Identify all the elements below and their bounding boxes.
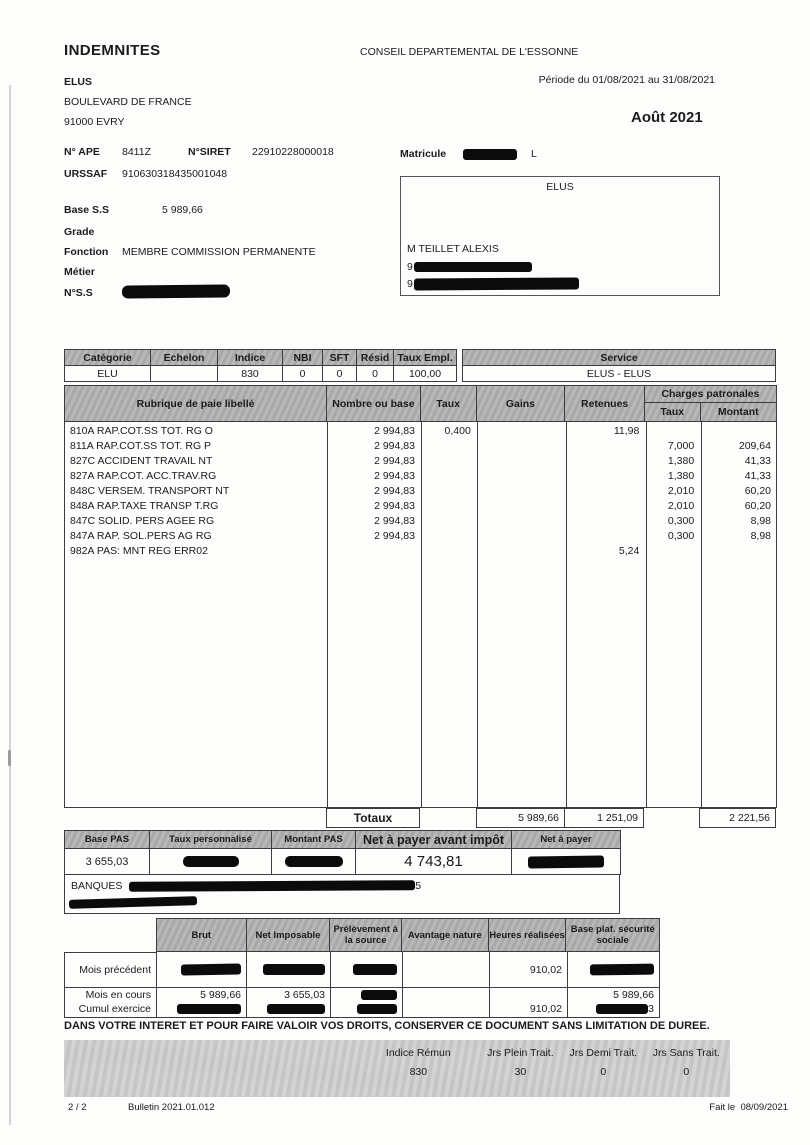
pay-cell-label: 811A RAP.COT.SS TOT. RG P (70, 440, 212, 452)
pay-cell-charges-taux (644, 424, 699, 439)
grade-label: Grade (64, 226, 95, 238)
cumul-base-plaf-redaction-bar (596, 1004, 648, 1014)
indice-value: 830 (218, 366, 283, 382)
base-pas-header: Base PAS (65, 831, 150, 849)
pay-cell-taux (420, 484, 476, 499)
pay-col-retenues-header: Retenues (564, 386, 644, 421)
total-charges-montant: 2 221,56 (699, 808, 776, 828)
siret-value: 22910228000018 (252, 146, 334, 158)
address-box-title: ELUS (546, 181, 574, 193)
pay-cell-gains (476, 469, 565, 484)
scan-edge-line (9, 85, 11, 1125)
pay-period: Période du 01/08/2021 au 31/08/2021 (538, 74, 715, 86)
matricule-redaction-bar (463, 149, 517, 160)
pay-cell-taux (420, 454, 476, 469)
pay-cell-base: 2 994,83 (374, 455, 415, 467)
document-title: INDEMNITES (64, 42, 161, 59)
address2-redaction-bar (414, 278, 579, 291)
pay-cell-label: 847A RAP. SOL.PERS AG RG (70, 530, 212, 542)
mois-en-cours-net: 3 655,03 (284, 989, 325, 1001)
net-redaction-bar (263, 964, 325, 975)
pay-cell-gains (476, 424, 565, 439)
base-pas-value: 3 655,03 (65, 849, 150, 875)
summary-table (64, 918, 660, 1018)
col-heures (489, 988, 567, 1018)
jrs-plein-label: Jrs Plein Trait. (487, 1047, 554, 1059)
employee-address-line2 (407, 278, 579, 290)
resid-value: 0 (357, 366, 394, 382)
category-header-row (65, 350, 457, 366)
mois-en-cours-base-plaf: 5 989,66 (613, 989, 654, 1001)
charges-patronales-header: Charges patronales (645, 386, 776, 403)
cumul-base-plaf-suffix: 3 (648, 1003, 654, 1015)
banques-line1 (71, 880, 421, 892)
banques-label: BANQUES (71, 880, 123, 892)
pay-cell-label: 848A RAP.TAXE TRANSP T.RG (70, 500, 219, 512)
total-retenues: 1 251,09 (564, 808, 644, 828)
pay-cell-gains (476, 544, 565, 559)
pay-month: Août 2021 (631, 109, 703, 126)
summary-header-row (156, 918, 660, 952)
mois-precedent-prelevement (330, 952, 402, 988)
pay-cell-charges-taux (644, 544, 699, 559)
page-number: 2 / 2 (68, 1102, 87, 1113)
metier-label: Métier (64, 266, 95, 278)
fonction-label: Fonction (64, 246, 109, 258)
address2-prefix: 9 (407, 278, 413, 290)
category-value: ELU (65, 366, 151, 382)
prelevement-redaction-bar (353, 964, 397, 975)
pay-col-taux-header: Taux (420, 386, 476, 421)
pay-cell-label: 810A RAP.COT.SS TOT. RG O (70, 425, 213, 437)
pay-cell-charges-taux: 0,300 (667, 530, 695, 542)
siret-label: N°SIRET (188, 146, 231, 158)
pay-cell-charges-montant: 41,33 (744, 470, 771, 482)
cumul-net-redaction-bar (267, 1004, 325, 1014)
montant-pas-redaction-bar (285, 856, 343, 867)
pas-value-row (65, 849, 621, 875)
heures-value: 910,02 (529, 963, 562, 976)
address1-redaction-bar (414, 262, 532, 272)
pay-cell-charges-montant: 41,33 (744, 455, 771, 467)
cumul-exercice-label: Cumul exercice (78, 1003, 151, 1015)
row-labels (64, 988, 156, 1018)
category-table (64, 349, 457, 382)
pay-cell-charges-montant (699, 424, 776, 439)
pay-cell-retenues (565, 529, 645, 544)
mois-precedent-heures (489, 952, 567, 988)
pay-cell-gains (476, 484, 565, 499)
taux-empl-value: 100,00 (394, 366, 457, 382)
totaux-label: Totaux (326, 808, 420, 828)
banques-redaction-bar-1 (129, 880, 415, 891)
pay-cell-charges-montant: 8,98 (750, 515, 771, 527)
pay-cell-gains (476, 439, 565, 454)
charges-patronales-group (644, 386, 776, 421)
pas-table (64, 830, 621, 875)
employer-name: ELUS (64, 76, 93, 88)
pay-cell-taux (420, 469, 476, 484)
pay-cell-retenues (565, 499, 645, 514)
pay-cell-charges-montant: 60,20 (744, 485, 771, 497)
pay-cell-retenues (565, 514, 645, 529)
pay-cell-retenues (565, 454, 645, 469)
category-header: Catégorie (65, 350, 151, 366)
pay-cell-base: 2 994,83 (374, 440, 415, 452)
montant-pas-value (272, 849, 356, 875)
mois-precedent-net (246, 952, 330, 988)
net-avant-impot-value: 4 743,81 (356, 849, 512, 875)
taux-personnalise-redaction-bar (183, 856, 239, 867)
organization-name: CONSEIL DEPARTEMENTAL DE L'ESSONNE (360, 46, 579, 58)
jrs-demi-col (564, 1047, 642, 1078)
jrs-sans-col (643, 1047, 730, 1078)
charges-montant-header: Montant (700, 403, 776, 421)
col-net-imposable (246, 988, 330, 1018)
stats-band (64, 1040, 730, 1097)
jrs-plein-col (477, 1047, 564, 1078)
echelon-value (151, 366, 218, 382)
indice-remun-label: Indice Rémun (385, 1047, 451, 1059)
nss-label: N°S.S (64, 287, 93, 299)
service-value: ELUS - ELUS (463, 366, 776, 382)
employer-address-street: BOULEVARD DE FRANCE (64, 96, 192, 108)
cumul-heures: 910,02 (529, 1003, 562, 1015)
mois-precedent-avantage (402, 952, 489, 988)
col-brut (156, 988, 246, 1018)
pay-cell-charges-montant: 8,98 (750, 530, 771, 542)
pay-cell-base: 2 994,83 (374, 425, 415, 437)
employee-address-line1 (407, 261, 532, 273)
pay-table-body (64, 422, 777, 808)
pay-table-header (64, 385, 777, 422)
pay-cell-taux (420, 499, 476, 514)
nss-redaction-bar (122, 284, 230, 298)
prelevement-header: Prélèvement à la source (330, 919, 402, 951)
mois-precedent-base-plaf (567, 952, 660, 988)
banques-line1-suffix: 5 (415, 880, 422, 892)
pay-cell-charges-montant (699, 544, 776, 559)
pay-cell-base: 2 994,83 (374, 485, 415, 497)
cumul-prelevement (336, 1002, 397, 1016)
pay-cell-label: 847C SOLID. PERS AGEE RG (70, 515, 215, 527)
pay-cell-taux (420, 544, 476, 559)
pay-cell-taux (420, 514, 476, 529)
urssaf-label: URSSAF (64, 168, 108, 180)
service-header: Service (463, 350, 776, 366)
pay-cell-retenues: 11,98 (613, 425, 640, 437)
pay-col-base-header: Nombre ou base (326, 386, 420, 421)
taux-personnalise-value (150, 849, 272, 875)
pay-cell-gains (476, 529, 565, 544)
pay-cell-label: 827A RAP.COT. ACC.TRAV.RG (70, 470, 217, 482)
employee-address-box (400, 176, 720, 296)
urssaf-value: 910630318435001048 (122, 168, 228, 180)
pay-cell-base: 2 994,83 (374, 500, 415, 512)
pay-cell-label: 827C ACCIDENT TRAVAIL NT (70, 455, 213, 467)
brut-header: Brut (157, 919, 247, 951)
pay-cell-charges-taux: 7,000 (667, 440, 695, 452)
base-ss-label: Base S.S (64, 204, 109, 216)
base-plaf-header: Base plaf. sécurité sociale (570, 924, 655, 946)
taux-personnalise-header: Taux personnalisé (150, 831, 272, 849)
pay-cell-gains (476, 499, 565, 514)
pay-cell-charges-montant: 209,64 (738, 440, 771, 452)
pas-header-row (65, 831, 621, 849)
montant-pas-header: Montant PAS (272, 831, 356, 849)
pay-cell-retenues (565, 469, 645, 484)
sft-value: 0 (323, 366, 357, 382)
echelon-header: Echelon (151, 350, 218, 366)
pay-cell-gains (476, 454, 565, 469)
nbi-value: 0 (283, 366, 323, 382)
col-base-plaf (567, 988, 660, 1018)
service-table (462, 349, 776, 382)
net-imposable-header: Net Imposable (247, 919, 331, 951)
employee-name: M TEILLET ALEXIS (407, 243, 499, 255)
net-a-payer-redaction-bar (528, 855, 604, 868)
mois-en-cours-label: Mois en cours (85, 989, 151, 1001)
pay-cell-taux (420, 529, 476, 544)
pay-table (64, 385, 777, 828)
retention-notice: DANS VOTRE INTERET ET POUR FAIRE VALOIR VOS DROITS, CONSERVER CE DOCUMENT SANS LIMITATION DE DUREE. (64, 1020, 710, 1032)
brut-redaction-bar (181, 963, 241, 975)
pay-cell-taux (420, 439, 476, 454)
pay-cell-gains (476, 514, 565, 529)
pay-cell-retenues: 5,24 (618, 545, 640, 557)
net-avant-impot-header: Net à payer avant impôt (356, 831, 512, 849)
pay-cell-label: 982A PAS: MNT REG ERR02 (70, 545, 208, 557)
ape-value: 8411Z (122, 146, 151, 158)
cumul-base-plaf (573, 1002, 654, 1016)
pay-col-label-header: Rubrique de paie libellé (136, 397, 255, 410)
pay-cell-charges-taux: 1,380 (667, 455, 695, 467)
cumul-brut-redaction-bar (177, 1004, 241, 1014)
encours-prelevement-redaction-bar (361, 990, 397, 1000)
jrs-sans-value: 0 (683, 1066, 690, 1078)
pay-cell-charges-montant: 60,20 (744, 500, 771, 512)
net-a-payer-value (512, 849, 621, 875)
address1-prefix: 9 (407, 261, 413, 273)
issue-date: Fait le 08/09/2021 (709, 1102, 788, 1113)
pay-cell-retenues (565, 484, 645, 499)
nbi-header: NBI (283, 350, 323, 366)
matricule-label: Matricule (400, 148, 447, 160)
pay-cell-charges-taux: 0,300 (667, 515, 695, 527)
mois-precedent-label: Mois précédent (79, 964, 151, 976)
mois-en-cours-brut: 5 989,66 (200, 989, 241, 1001)
mois-precedent-brut (156, 952, 246, 988)
base-plaf-redaction-bar (590, 964, 654, 976)
col-avantage (402, 988, 489, 1018)
base-ss-value: 5 989,66 (162, 204, 203, 216)
cumul-net (252, 1002, 325, 1016)
scan-edge-mark (8, 750, 11, 766)
heures-realisees-header: Heures réalisées (489, 919, 567, 951)
summary-row-mois-precedent (64, 952, 660, 988)
sft-header: SFT (323, 350, 357, 366)
jrs-demi-label: Jrs Demi Trait. (569, 1047, 638, 1059)
pay-table-totals-row (64, 808, 777, 828)
matricule-suffix: L (531, 148, 537, 160)
category-value-row (65, 366, 457, 382)
total-gains: 5 989,66 (476, 808, 565, 828)
pay-cell-label: 848C VERSEM. TRANSPORT NT (70, 485, 230, 497)
col-prelevement (330, 988, 402, 1018)
mois-en-cours-prelevement (336, 988, 397, 1002)
pay-cell-base: 2 994,83 (374, 515, 415, 527)
pay-cell-taux: 0,400 (444, 425, 471, 437)
fonction-value: MEMBRE COMMISSION PERMANENTE (122, 246, 316, 258)
cumul-brut (162, 1002, 241, 1016)
indice-remun-col (360, 1047, 477, 1078)
summary-rows-encours-cumul (64, 988, 660, 1018)
pay-cell-retenues (565, 439, 645, 454)
jrs-sans-label: Jrs Sans Trait. (652, 1047, 720, 1059)
pay-cell-charges-taux: 2,010 (667, 500, 695, 512)
employer-address-city: 91000 EVRY (64, 116, 125, 128)
net-a-payer-header: Net à payer (512, 831, 621, 849)
cumul-prelevement-redaction-bar (357, 1004, 397, 1014)
indice-remun-value: 830 (409, 1066, 428, 1078)
pay-cell-charges-taux: 1,380 (667, 470, 695, 482)
indice-header: Indice (218, 350, 283, 366)
bulletin-reference: Bulletin 2021.01.012 (128, 1102, 215, 1113)
charges-taux-header: Taux (660, 406, 685, 418)
banques-redaction-bar-2 (69, 896, 197, 909)
ape-label: N° APE (64, 146, 100, 158)
pay-col-gains-header: Gains (476, 386, 565, 421)
pay-cell-base: 2 994,83 (374, 470, 415, 482)
pay-cell-base (326, 544, 420, 559)
jrs-demi-value: 0 (600, 1066, 607, 1078)
row-label (64, 952, 156, 988)
banques-box (64, 874, 620, 914)
taux-empl-header: Taux Empl. (394, 350, 457, 366)
mois-en-cours-heures (495, 988, 562, 1002)
resid-header: Résid (357, 350, 394, 366)
pay-cell-charges-taux: 2,010 (667, 485, 695, 497)
avantage-nature-header: Avantage nature (402, 919, 489, 951)
pay-cell-base: 2 994,83 (374, 530, 415, 542)
jrs-plein-value: 30 (514, 1066, 527, 1078)
